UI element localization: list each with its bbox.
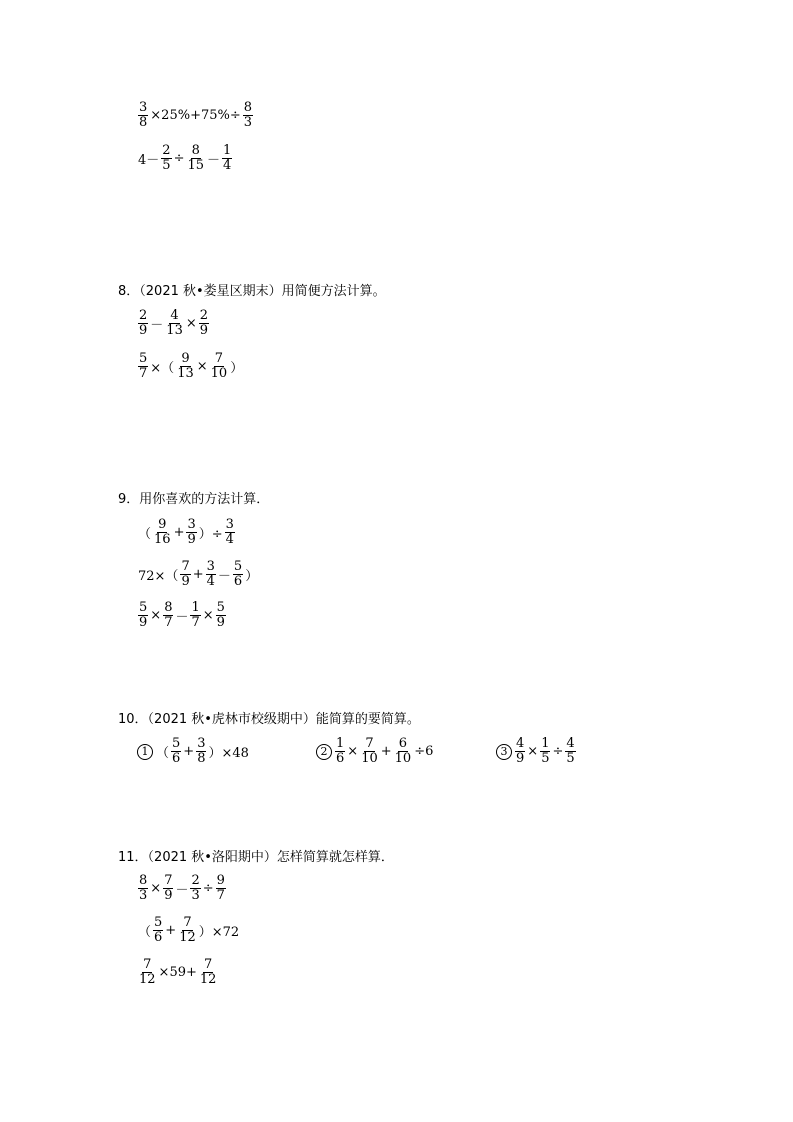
fraction: $\frac{8}{7}$ xyxy=(164,600,173,630)
circled-number: 1 xyxy=(137,744,153,760)
question-10-title: 10．（2021 秋•虎林市校级期中）能简算的要简算。 xyxy=(118,712,420,727)
fraction: $\frac{7}{12}$ xyxy=(199,957,217,987)
fraction: $\frac{5}{9}$ xyxy=(139,600,148,630)
q8-expression-1: $\frac{2}{9}$ － $\frac{4}{13}$ × $\frac{2}{9}$ xyxy=(139,308,209,338)
fraction: $\frac{5}{6}$ xyxy=(154,915,163,945)
fraction: $\frac{8}{3}$ xyxy=(243,100,253,130)
fraction: $\frac{3}{4}$ xyxy=(225,517,234,547)
fraction: $\frac{4}{13}$ xyxy=(166,308,183,338)
fraction: $\frac{7}{10}$ xyxy=(361,736,378,766)
fraction: $\frac{2}{9}$ xyxy=(139,308,148,338)
fraction: $\frac{7}{12}$ xyxy=(179,915,196,945)
question-9-title: 9．用你喜欢的方法计算． xyxy=(118,492,270,507)
fraction: $\frac{9}{13}$ xyxy=(177,351,194,381)
q9-expression-2: 72×（ $\frac{7}{9}$ + $\frac{3}{4}$ － $\frac{5}{6}$ ） xyxy=(138,559,259,589)
fraction: $\frac{8}{3}$ xyxy=(139,873,148,903)
fraction: $\frac{9}{16}$ xyxy=(154,517,171,547)
fraction: $\frac{1}{5}$ xyxy=(541,736,550,766)
q8-expression-2: $\frac{5}{7}$ ×（ $\frac{9}{13}$ × $\frac{7}{10}$ ） xyxy=(139,351,244,381)
q11-expression-2: （ $\frac{5}{6}$ + $\frac{7}{12}$ ）×72 xyxy=(138,915,240,945)
fraction: $\frac{3}{4}$ xyxy=(206,559,215,589)
question-11-title: 11．（2021 秋•洛阳期中）怎样简算就怎样算． xyxy=(118,850,394,865)
fraction: $\frac{6}{10}$ xyxy=(394,736,412,766)
q11-expression-1: $\frac{8}{3}$ × $\frac{7}{9}$ － $\frac{2}{3}$ ÷ $\frac{9}{7}$ xyxy=(139,873,225,903)
fraction: $\frac{2}{3}$ xyxy=(191,873,200,903)
fraction: $\frac{9}{7}$ xyxy=(216,873,225,903)
fraction: $\frac{7}{9}$ xyxy=(181,559,190,589)
top-expression-1: $\frac{3}{8}$ ×25%+75%÷ $\frac{8}{3}$ xyxy=(139,100,253,130)
q9-expression-1: （ $\frac{9}{16}$ + $\frac{3}{9}$ ）÷ $\frac{3}{4}$ xyxy=(138,517,234,547)
q10-expression-3: 3 $\frac{4}{9}$ × $\frac{1}{5}$ ÷ $\frac{4}{5}$ xyxy=(496,737,577,766)
fraction: $\frac{8}{15}$ xyxy=(187,143,205,173)
fraction: $\frac{5}{6}$ xyxy=(233,559,243,589)
fraction: $\frac{5}{6}$ xyxy=(172,736,181,766)
fraction: $\frac{3}{8}$ xyxy=(197,736,206,766)
fraction: $\frac{7}{9}$ xyxy=(164,873,173,903)
fraction: $\frac{2}{9}$ xyxy=(199,308,209,338)
fraction: $\frac{4}{5}$ xyxy=(566,736,575,766)
fraction: $\frac{5}{7}$ xyxy=(139,351,148,381)
fraction: $\frac{1}{7}$ xyxy=(191,600,200,630)
circled-number: 2 xyxy=(316,744,332,760)
fraction: $\frac{1}{6}$ xyxy=(336,736,345,766)
fraction: $\frac{7}{10}$ xyxy=(210,351,228,381)
q11-expression-3: $\frac{7}{12}$ ×59+ $\frac{7}{12}$ xyxy=(139,957,217,987)
q10-expression-1: 1 （ $\frac{5}{6}$ + $\frac{3}{8}$ ）×48 xyxy=(137,737,250,766)
question-8-title: 8．（2021 秋•娄星区期末）用简便方法计算。 xyxy=(118,284,386,299)
q9-expression-3: $\frac{5}{9}$ × $\frac{8}{7}$ － $\frac{1}{7}$ × $\frac{5}{9}$ xyxy=(139,600,225,630)
q10-expression-2: 2 $\frac{1}{6}$ × $\frac{7}{10}$ + $\frac{6}{10}$ ÷6 xyxy=(316,737,434,766)
fraction: $\frac{7}{12}$ xyxy=(139,957,156,987)
fraction: $\frac{1}{4}$ xyxy=(223,143,232,173)
fraction: $\frac{3}{8}$ xyxy=(139,100,148,130)
top-expression-2: 4－ $\frac{2}{5}$ ÷ $\frac{8}{15}$ － $\frac{1}{4}$ xyxy=(138,143,232,173)
circled-number: 3 xyxy=(496,744,512,760)
fraction: $\frac{5}{9}$ xyxy=(216,600,225,630)
fraction: $\frac{3}{9}$ xyxy=(187,517,196,547)
fraction: $\frac{4}{9}$ xyxy=(516,736,525,766)
fraction: $\frac{2}{5}$ xyxy=(162,143,171,173)
